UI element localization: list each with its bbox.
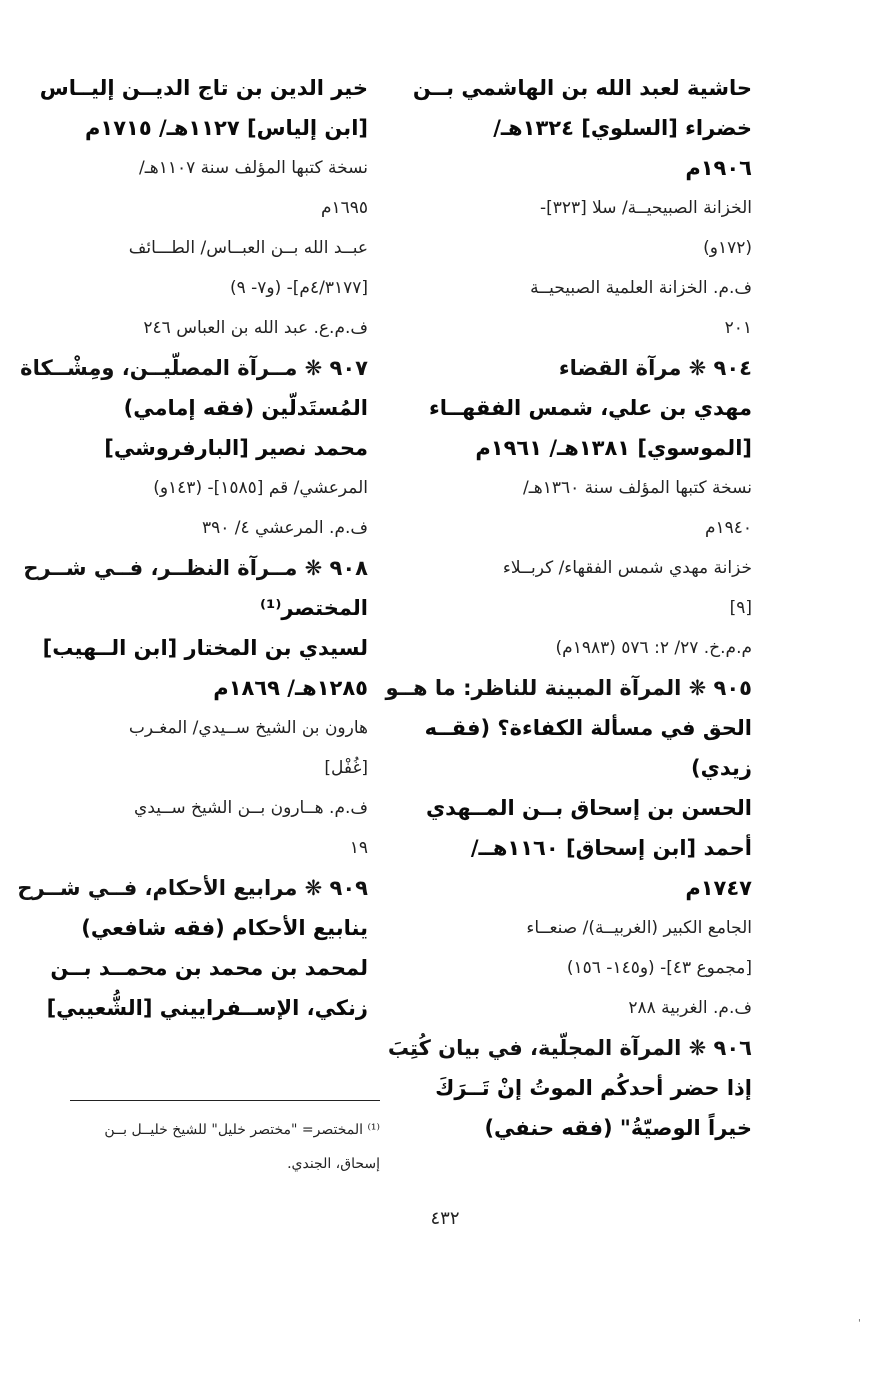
left-column-line: خير الدين بن تاج الديــن إليــاس [39, 76, 368, 100]
footnote-line-2: إسحاق، الجندي. [287, 1156, 380, 1172]
left-column-line: ف.م.ع. عبد الله بن العباس ٢٤٦ [143, 318, 368, 338]
footnote [70, 1100, 380, 1181]
right-column-line: أحمد [ابن إسحاق] ١١٦٠هــ/ [470, 836, 752, 860]
right-column-line: الحق في مسألة الكفاءة؟ (فقــه [424, 716, 752, 740]
right-column-line: الجامع الكبير (الغربيــة)/ صنعــاء [526, 918, 752, 938]
left-column-line: المختصر⁽¹⁾ [260, 596, 368, 620]
right-column-line: زيدي) [691, 756, 752, 780]
right-column-line: ٩٠٦ ❋ المرآة المجلّية، في بيان كُتِبَ [387, 1036, 752, 1060]
left-column-line: هارون بن الشيخ ســيدي/ المغـرب [128, 718, 368, 738]
left-column-line: ١٩ [349, 838, 368, 858]
right-column-line: ١٩٤٠م [704, 518, 752, 538]
left-column-line: ينابيع الأحكام (فقه شافعي) [81, 916, 368, 940]
right-column-line: ١٧٤٧م [685, 876, 752, 900]
right-column-line: [مجموع ٤٣]- (و١٤٥- ١٥٦) [566, 958, 752, 978]
left-column-line: ٩٠٨ ❋ مــرآة النظــر، فــي شــرح [23, 556, 368, 580]
left-column-line: ف.م. هــارون بــن الشيخ ســيدي [134, 798, 368, 818]
page-number: ٤٣٢ [430, 1208, 460, 1229]
left-column-line: لسيدي بن المختار [ابن الــهيب] [42, 636, 368, 660]
right-column-line: الخزانة الصبيحيــة/ سلا [٣٢٣]- [539, 198, 752, 218]
left-column-line: المرعشي/ قم [١٥٨٥]- (١٤٣و) [153, 478, 368, 498]
left-column-line: [٤/٣١٧٧م]- (و٧- ٩) [229, 278, 368, 298]
left-column-line: ٩٠٧ ❋ مــرآة المصلّيــن، ومِشْــكاة [20, 356, 368, 380]
left-column-line: ف.م. المرعشي ٤/ ٣٩٠ [201, 518, 368, 538]
right-column-line: ف.م. الخزانة العلمية الصبيحيــة [530, 278, 752, 298]
right-column-line: [٩] [729, 598, 752, 618]
right-column-line: ٩٠٤ ❋ مرآة القضاء [558, 356, 752, 380]
right-column-line: (١٧٢و) [703, 238, 752, 258]
left-column-line: ١٦٩٥م [320, 198, 368, 218]
left-column-line: ١٢٨٥هـ/ ١٨٦٩م [213, 676, 368, 700]
right-column-line: ٩٠٥ ❋ المرآة المبينة للناظر: ما هــو [385, 676, 752, 700]
left-column-line: ٩٠٩ ❋ مرابيع الأحكام، فــي شــرح [17, 876, 368, 900]
footnote-line-1: ⁽¹⁾ المختصر= "مختصر خليل" للشيخ خليــل بــن [104, 1122, 380, 1138]
right-column-line: حاشية لعبد الله بن الهاشمي بــن [412, 76, 752, 100]
right-column-line: ١٩٠٦م [685, 156, 752, 180]
footnote-rule [70, 1100, 380, 1101]
right-column-line: [الموسوي] ١٣٨١هـ/ ١٩٦١م [475, 436, 752, 460]
right-column-line: نسخة كتبها المؤلف سنة ١٣٦٠هـ/ [523, 478, 752, 498]
left-column-line: محمد نصير [البارفروشي] [104, 436, 368, 460]
left-column-line: نسخة كتبها المؤلف سنة ١١٠٧هـ/ [139, 158, 368, 178]
right-column-line: مهدي بن علي، شمس الفقهــاء [429, 396, 752, 420]
right-column-line: م.م.خ. ٢٧/ ٢: ٥٧٦ (١٩٨٣م) [555, 638, 752, 658]
right-column-line: خضراء [السلوي] ١٣٢٤هـ/ [493, 116, 752, 140]
scan-mark: ' [858, 1318, 861, 1329]
right-column-line: ٢٠١ [724, 318, 752, 338]
left-column-line: المُستَدلّين (فقه إمامي) [123, 396, 368, 420]
left-column-line: عبــد الله بــن العبــاس/ الطـــائف [128, 238, 368, 258]
left-column-line: زنكي، الإســفراييني [الشُّعيبي] [46, 996, 368, 1020]
left-column-line: [غُفْل] [324, 758, 368, 778]
right-column-line: الحسن بن إسحاق بــن المــهدي [425, 796, 752, 820]
right-column [385, 68, 752, 1148]
left-column [17, 68, 368, 1028]
right-column-line: إذا حضر أحدكُم الموتُ إنْ تَــرَكَ [435, 1076, 752, 1100]
right-column-line: خيراً الوصيّةُ" (فقه حنفي) [484, 1116, 752, 1140]
left-column-line: [ابن إلياس] ١١٢٧هـ/ ١٧١٥م [84, 116, 368, 140]
right-column-line: ف.م. الغربية ٢٨٨ [628, 998, 752, 1018]
right-column-line: خزانة مهدي شمس الفقهاء/ كربــلاء [502, 558, 752, 578]
left-column-line: لمحمد بن محمد بن محمــد بــن [50, 956, 368, 980]
